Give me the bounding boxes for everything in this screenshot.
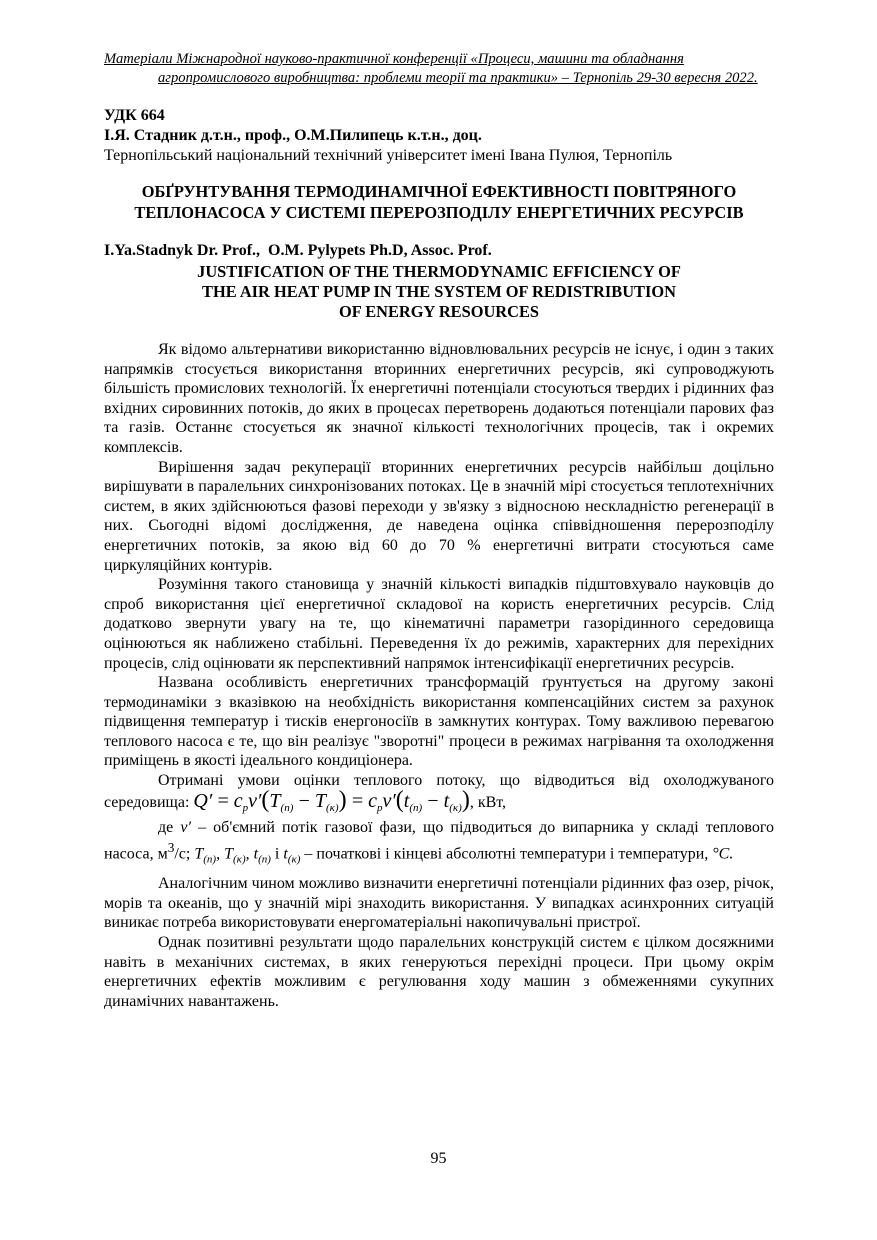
formula-t-2: t: [443, 789, 450, 812]
header-line-1: Матеріали Міжнародної науково-практичної конференції «Процеси, машини та обладнання: [104, 51, 684, 67]
formula-n-1: (n): [280, 801, 294, 814]
def-T-k-sub: (κ): [233, 853, 246, 866]
affiliation: Тернопільський національний технічний університет імені Івана Пулюя, Тернопіль: [104, 147, 673, 164]
def-t-k: t: [283, 845, 288, 863]
def-t-n-sub: (n): [258, 853, 271, 866]
formula-k-2: (κ): [449, 801, 462, 814]
formula-eq-1: =: [216, 789, 230, 812]
formula-q: Q′: [193, 789, 213, 812]
def-T-k: T: [224, 845, 233, 863]
header-line-2: агропромислового виробництва: проблеми теорії та практики» – Тернопіль 29-30 вересня 2022.: [158, 70, 758, 86]
udk-code: УДК 664: [104, 107, 165, 124]
paragraph-3: Розуміння такого становища у значній кількості випадків підштовхувало науковців до спроб використання цієї енергетичної складової на користь енергетичних ресурсів. Слід додатково звернути увагу на те, що кінематичні параметри газорідинного середовища оцінюються як наближено стабільні. Переведення їх до режимів, характерних для перехідних процесів, слід оцінювати як перспективний напрямок інтенсифікації енергетичних ресурсів.: [104, 576, 774, 672]
variables-definition: де v′ – об'ємний потік газової фази, що підводиться до випарника у складі теплового насоса, $м^3/с$; $T_{(n)}$, $T_{(\kappa)}$, $t_{(n)}$ і $t_{(\kappa)}$ – початкові і кінцеві абсолютні температури і температури, °C.: [104, 819, 775, 866]
formula-p-2: p: [376, 801, 383, 814]
paragraph-6: Аналогічним чином можливо визначити енергетичні потенціали рідинних фаз озер, річок, морів та океанів, що у значній мірі знаходить використання. У випадках асинхронних ситуацій виникає потреба використовувати енергоматеріальні накопичувальні пристрої.: [104, 875, 774, 932]
conference-header: [104, 50, 776, 88]
formula-v-2: v′: [382, 789, 396, 812]
formula-eq-2: =: [350, 789, 365, 812]
title-en: [104, 262, 774, 322]
title-en-line-3: OF ENERGY RESOURCES: [338, 302, 540, 321]
def-v-symbol: v′: [180, 819, 191, 837]
formula-paren-close-1: ): [338, 786, 347, 813]
paragraph-2: Вирішення задач рекуперації вторинних енергетичних ресурсів найбільш доцільно вирішувати в паралельних синхронізованих потоках. Це в значній мірі стосується теплотехнічних систем, в яких здійснюються фазові переходи у зв'язку з відносною нескладністю регенерації в них. Сьогодні відомі дослідження, де наведена оцінка співвідношення перерозподілу енергетичних потоків, за якою від 60 до 70 % енергетичні витрати стосуються саме циркуляційних контурів.: [104, 458, 774, 574]
formula-paren-close-2: ): [461, 786, 470, 813]
heat-flow-formula: [193, 786, 507, 814]
title-ua: [104, 181, 774, 223]
page-number: 95: [430, 1150, 447, 1167]
def-t-k-sub: (κ): [287, 853, 301, 866]
def-v-text: – об'ємний потік газової фази, що підводиться до випарника у складі теплового насоса, м: [104, 819, 775, 863]
formula-T-1: T: [269, 789, 281, 812]
title-ua-line-2: ТЕПЛОНАСОСА У СИСТЕМІ ПЕРЕРОЗПОДІЛУ ЕНЕРГЕТИЧНИХ РЕСУРСІВ: [134, 203, 744, 222]
paragraph-5-text: Отримані умови оцінки теплового потоку, що відводиться від охолоджуваного середовища:: [104, 772, 774, 811]
def-and: і: [274, 845, 280, 863]
def-t-n: t: [253, 845, 259, 863]
paragraph-7: Однак позитивні результати щодо паралельних конструкцій систем є цілком досяжними навіть в механічних системах, в яких генеруються перехідні процеси. При цьому окрім енергетичних ефектів можливим є регулювання ходу машин з обмеженнями сукупних динамічних навантажень.: [104, 933, 774, 1010]
formula-minus-2: −: [426, 789, 440, 812]
def-cube: 3: [167, 840, 175, 856]
def-T-n-sub: (n): [203, 853, 217, 866]
def-celsius: °C.: [712, 845, 734, 863]
authors-en: I.Ya.Stadnyk Dr. Prof., O.M. Pylypets Ph.D, Assoc. Prof.: [104, 242, 492, 259]
def-unit-s: /с;: [174, 845, 191, 863]
paragraph-4: Названа особливість енергетичних трансформацій ґрунтується на другому законі термодинаміки з вказівкою на необхідність використання компенсаційних систем за рахунок підвищення температур і тисків енергоносіїв в замкнутих контурах. Тому важливою перевагою теплового насоса є те, що він реалізує "зворотні" процеси в режимах нагрівання та охолодження приміщень в якості ідеального кондиціонера.: [104, 674, 774, 770]
formula-k-1: (κ): [325, 801, 339, 814]
formula-c-2: c: [368, 789, 377, 812]
formula-unit: , кВт,: [469, 793, 507, 811]
title-en-line-2: THE AIR HEAT PUMP IN THE SYSTEM OF REDISTRIBUTION: [202, 282, 676, 301]
formula-p-1: p: [242, 801, 249, 814]
authors-ua: І.Я. Стадник д.т.н., проф., О.М.Пилипець к.т.н., доц.: [104, 127, 482, 144]
def-T-n: T: [194, 845, 204, 863]
body-text: [104, 340, 774, 1011]
def-temperatures: – початкові і кінцеві абсолютні температури і температури,: [304, 845, 709, 863]
formula-minus-1: −: [297, 789, 311, 812]
formula-paren-open-1: (: [261, 786, 270, 813]
formula-T-2: T: [314, 789, 326, 812]
formula-c-1: c: [233, 789, 243, 812]
formula-v-1: v′: [248, 789, 262, 812]
paragraph-5: [104, 771, 774, 818]
formula-paren-open-2: (: [395, 786, 404, 813]
title-ua-line-1: ОБҐРУНТУВАННЯ ТЕРМОДИНАМІЧНОЇ ЕФЕКТИВНОСТІ ПОВІТРЯНОГО: [141, 182, 737, 201]
paragraph-1: Як відомо альтернативи використанню відновлювальних ресурсів не існує, і один з таких напрямків стосується використання вторинних енергетичних ресурсів, які супроводжують більшість промислових технологій. Їх енергетичні потенціали стосуються твердих і рідинних фаз вхідних сировинних потоків, до яких в процесах перетворень додаються потенціали парових фаз та газів. Останнє стосується як значної кількості технологічних процесів, так і окремих комплексів.: [104, 341, 774, 456]
formula-t-1: t: [403, 789, 410, 812]
formula-n-2: (n): [409, 801, 423, 814]
def-de: де: [158, 819, 174, 837]
title-en-line-1: JUSTIFICATION OF THE THERMODYNAMIC EFFICIENCY OF: [197, 262, 681, 281]
